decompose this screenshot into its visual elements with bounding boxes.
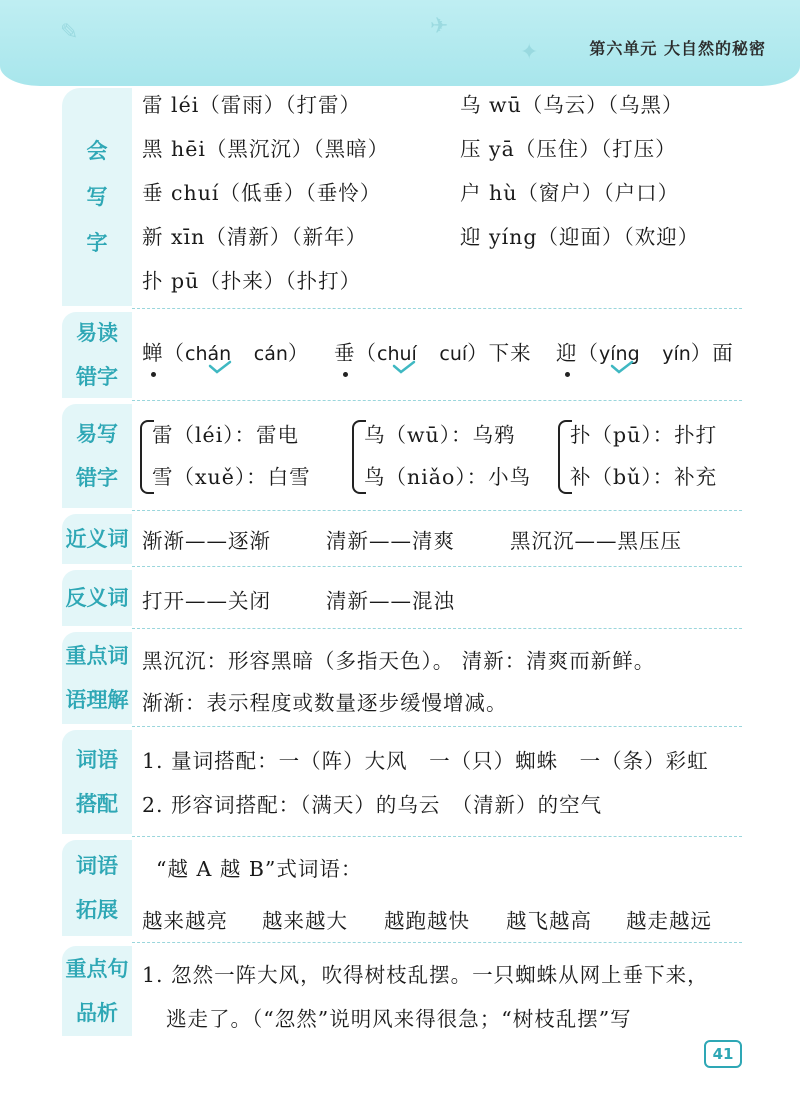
check-icon	[208, 360, 232, 374]
char-pair-bottom: 雪（xuě）：白雪	[152, 465, 311, 489]
polyphone-item: 垂（chuí cuí）下来	[334, 341, 532, 365]
divider	[132, 628, 742, 629]
paper-plane-icon: ✈	[430, 14, 449, 39]
emphasis-dot	[151, 372, 156, 377]
check-icon	[392, 360, 416, 374]
pencil-icon: ✎	[60, 20, 79, 45]
expansion-word: 越跑越快	[384, 909, 470, 933]
word-entry: 乌 wū（乌云）（乌黑）	[460, 93, 684, 117]
word-entry: 雷 léi（雷雨）（打雷）	[142, 93, 362, 117]
section-label-yi-xie-cuo-zi: 易写 错字	[62, 404, 132, 508]
divider	[132, 942, 742, 943]
divider	[132, 400, 742, 401]
collocation-line: 1. 量词搭配：一（阵）大风 一（只）蜘蛛 一（条）彩虹	[142, 749, 709, 773]
sparkle-icon: ✦	[520, 40, 539, 65]
unit-title: 第六单元 大自然的秘密	[589, 39, 766, 58]
synonym-pair: 渐渐——逐渐	[142, 529, 271, 553]
polyphone-item: 迎（yíng yín）面	[556, 341, 734, 365]
divider	[132, 726, 742, 727]
expansion-word: 越走越远	[626, 909, 712, 933]
section-label-zhong-dian-ju: 重点句 品析	[62, 946, 132, 1036]
polyphone-item: 蝉（chán cán）	[142, 341, 310, 365]
word-entry: 迎 yíng（迎面）（欢迎）	[460, 225, 700, 249]
section-label-ci-yu-tuo-zhan: 词语 拓展	[62, 840, 132, 936]
word-entry: 新 xīn（清新）（新年）	[142, 225, 368, 249]
word-entry: 扑 pū（扑来）（扑打）	[142, 269, 362, 293]
sentence-analysis-line: 1. 忽然一阵大风，吹得树枝乱摆。一只蜘蛛从网上垂下来，	[142, 963, 709, 987]
synonym-pair: 黑沉沉——黑压压	[510, 529, 682, 553]
divider	[132, 566, 742, 567]
char-pair-top: 乌（wū）：乌鸦	[364, 423, 516, 447]
expansion-heading: “越 A 越 B”式词语：	[156, 857, 363, 881]
section-label-fan-yi-ci: 反义词	[62, 570, 132, 626]
section-label-yi-du-cuo-zi: 易读 错字	[62, 312, 132, 398]
antonym-pair: 清新——混浊	[326, 589, 455, 613]
expansion-word: 越飞越高	[506, 909, 592, 933]
divider	[132, 308, 742, 309]
antonym-pair: 打开——关闭	[142, 589, 271, 613]
divider	[132, 836, 742, 837]
section-label-hui-xie-zi: 会 写 字	[62, 88, 132, 306]
char-pair-top: 雷（léi）：雷电	[152, 423, 299, 447]
word-entry: 垂 chuí（低垂）（垂怜）	[142, 181, 382, 205]
synonym-pair: 清新——清爽	[326, 529, 455, 553]
page-number: 41	[704, 1040, 742, 1068]
section-label-zhong-dian-ci-yu: 重点词 语理解	[62, 632, 132, 724]
emphasis-dot	[343, 372, 348, 377]
collocation-line: 2. 形容词搭配：（满天）的乌云 （清新）的空气	[142, 793, 603, 817]
word-entry: 黑 hēi（黑沉沉）（黑暗）	[142, 137, 390, 161]
word-entry: 户 hù（窗户）（户口）	[460, 181, 680, 205]
expansion-word: 越来越大	[262, 909, 348, 933]
section-label-ci-yu-da-pei: 词语 搭配	[62, 730, 132, 834]
definition-line: 渐渐：表示程度或数量逐步缓慢增减。	[142, 691, 508, 715]
char-pair-bottom: 补（bǔ）：补充	[570, 465, 718, 489]
emphasis-dot	[565, 372, 570, 377]
char-pair-top: 扑（pū）：扑打	[570, 423, 718, 447]
check-icon	[610, 360, 634, 374]
section-label-jin-yi-ci: 近义词	[62, 514, 132, 564]
divider	[132, 510, 742, 511]
word-entry: 压 yā（压住）（打压）	[460, 137, 677, 161]
expansion-word: 越来越亮	[142, 909, 228, 933]
definition-line: 黑沉沉：形容黑暗（多指天色）。 清新：清爽而新鲜。	[142, 649, 656, 673]
sentence-analysis-line: 逃走了。（“忽然”说明风来得很急；“树枝乱摆”写	[166, 1007, 632, 1031]
char-pair-bottom: 鸟（niǎo）：小鸟	[364, 465, 532, 489]
